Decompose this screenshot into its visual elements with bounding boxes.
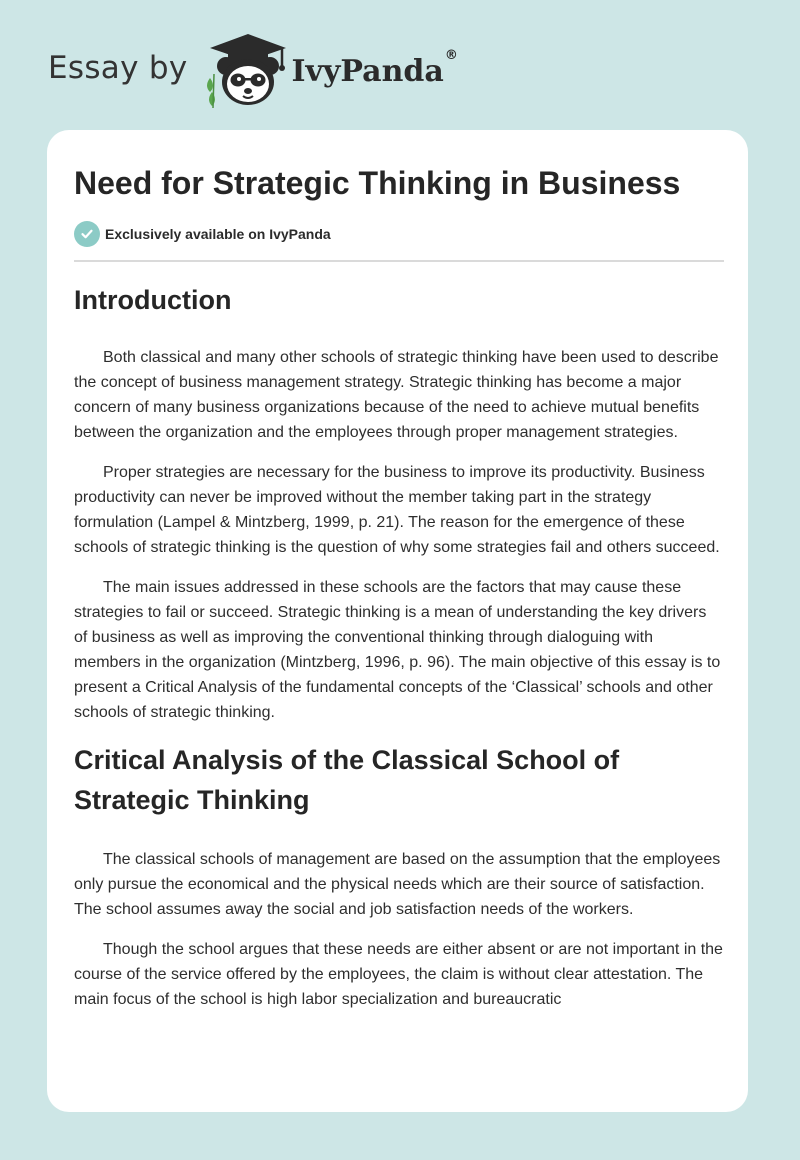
page-title: Need for Strategic Thinking in Business [74, 165, 681, 201]
paragraph: Both classical and many other schools of strategic thinking have been used to describe the concept of business management strategy. Strategic thinking has become a major concern of many business organizations because of the need to achieve mutual benefits between the organization and the employees through proper management strategies. [74, 349, 719, 441]
brand-name: IvyPanda® [291, 47, 458, 89]
check-circle-icon [74, 221, 100, 247]
essay-body [74, 280, 724, 1027]
section-heading: Critical Analysis of the Classical School of Strategic Thinking [74, 745, 620, 815]
site-header [48, 30, 458, 110]
ivypanda-logo-icon[interactable] [202, 30, 294, 110]
brand-prefix: Essay by [48, 50, 188, 86]
paragraph: Though the school argues that these needs are either absent or are not important in the course of the service offered by the employees, the claim is without clear attestation. The main focus of the school is high labor specialization and bureaucratic [74, 941, 723, 1008]
section-heading: Introduction [74, 285, 232, 315]
section-critical-analysis [74, 740, 724, 1012]
paragraph: Proper strategies are necessary for the business to improve its productivity. Business productivity can never be improved without the member taking part in the strategy formulation (Lampel & Mintzberg, 1999, p. 21). The reason for the emergence of these schools of strategic thinking is the question of why some strategies fail and others succeed. [74, 464, 720, 556]
paragraph: The main issues addressed in these schools are the factors that may cause these strategies to fail or succeed. Strategic thinking is a mean of understanding the key drivers of business as well as improving the conventional thinking through dialoguing with members in the organization (Mintzberg, 1996, p. 96). The main objective of this essay is to present a Critical Analysis of the fundamental concepts of the ‘Classical’ schools and other schools of strategic thinking. [74, 579, 721, 721]
paragraph: The classical schools of management are based on the assumption that the employees only pursue the economical and the physical needs which are their source of satisfaction. The school assumes away the social and job satisfaction needs of the workers. [74, 851, 721, 918]
registered-mark: ® [444, 47, 458, 63]
exclusive-badge [74, 221, 331, 247]
section-introduction [74, 280, 724, 725]
essay-card [47, 130, 748, 1112]
exclusive-badge-text: Exclusively available on IvyPanda [105, 226, 331, 242]
title-divider [74, 260, 724, 262]
